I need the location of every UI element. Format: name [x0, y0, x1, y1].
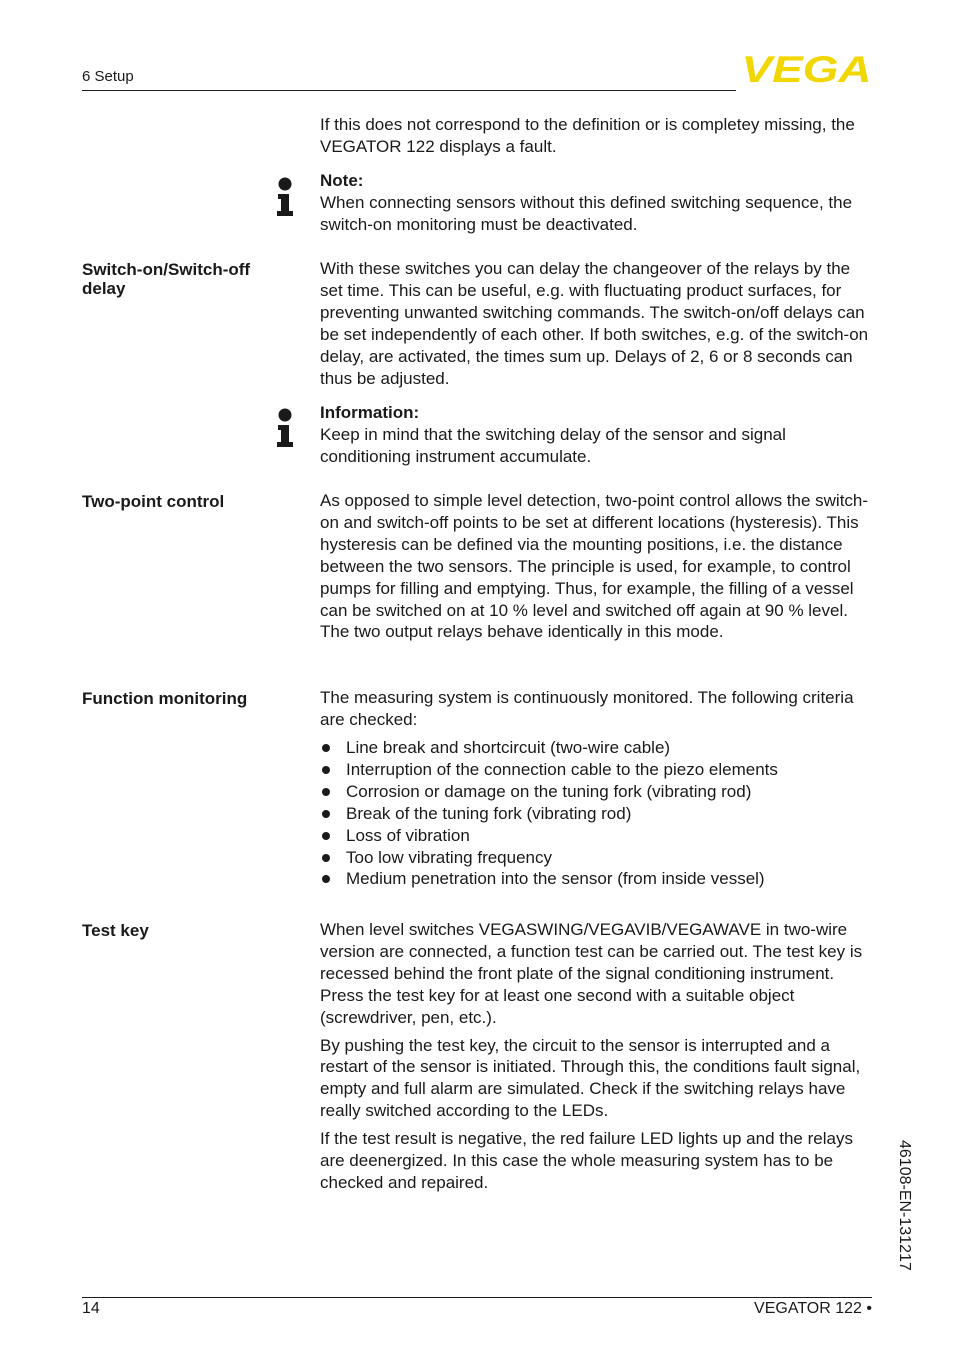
- vega-logo: [741, 52, 872, 84]
- bullet-icon: [322, 832, 330, 840]
- document-id: 46108-EN-131217: [896, 1140, 913, 1271]
- product-name: VEGATOR 122 •: [754, 1300, 872, 1317]
- page-number: 14: [82, 1300, 100, 1317]
- information-text: Keep in mind that the switching delay of the sensor and signal conditioning instrument accumulate.: [320, 424, 786, 466]
- function-monitoring-heading: Function monitoring: [82, 689, 248, 708]
- test-key-heading: Test key: [82, 921, 149, 940]
- note-text: When connecting sensors without this defined switching sequence, the switch-on monitoring must be deactivated.: [320, 192, 853, 234]
- two-point-text: As opposed to simple level detection, two-point control allows the switch-on and switch-off points to be set at different locations (hysteresis). This hysteresis can be defined via the mounting positions, i.e. the distance between the two sensors. The principle is used, for example, to control pumps for filling and emptying. Thus, for example, the filling of a vessel can be switched on at 10 % level and switched off again at 90 % level. The two output relays behave identically in this mode.: [320, 491, 869, 642]
- criteria-list: [320, 737, 876, 890]
- list-item: Loss of vibration: [320, 825, 876, 847]
- info-icon: [275, 408, 295, 452]
- note-block: [320, 170, 876, 236]
- list-item: Medium penetration into the sensor (from inside vessel): [320, 868, 876, 890]
- information-title: Information:: [320, 403, 420, 422]
- intro-paragraph: If this does not correspond to the definition or is completey missing, the VEGATOR 122 displays a fault.: [320, 115, 855, 156]
- bullet-icon: [322, 788, 330, 796]
- logo-text: VEGA: [741, 52, 872, 84]
- list-item: Line break and shortcircuit (two-wire cable): [320, 737, 876, 759]
- test-key-paragraph-3: If the test result is negative, the red failure LED lights up and the relays are deenergized. In this case the whole measuring system has to be checked and repaired.: [320, 1129, 853, 1192]
- note-title: Note:: [320, 171, 364, 190]
- bullet-icon: [322, 766, 330, 774]
- bullet-icon: [322, 810, 330, 818]
- test-key-block: [320, 919, 876, 1194]
- list-item: Too low vibrating frequency: [320, 847, 876, 869]
- bullet-icon: [322, 854, 330, 862]
- header-divider: [82, 90, 736, 91]
- bullet-icon: [322, 744, 330, 752]
- test-key-paragraph-1: When level switches VEGASWING/VEGAVIB/VEGAWAVE in two-wire version are connected, a function test can be carried out. The test key is recessed behind the front plate of the signal conditioning instrument. Press the test key for at least one second with a suitable object (screwdriver, pen, etc.).: [320, 920, 863, 1027]
- function-monitoring-text: The measuring system is continuously monitored. The following criteria are checked:: [320, 688, 854, 729]
- section-title: 6 Setup: [82, 68, 134, 85]
- test-key-paragraph-2: By pushing the test key, the circuit to the sensor is interrupted and a restart of the sensor is initiated. Through this, the conditions fault signal, empty and full alarm are simulated. Check if the switching relays have really switched according to the LEDs.: [320, 1035, 861, 1121]
- switch-delay-text: With these switches you can delay the changeover of the relays by the set time. This can be useful, e.g. with fluctuating product surfaces, for preventing unwanted switching commands. The switch-on/off delays can be set independently of each other. If both switches, e.g. of the switch-on delay, are activated, the times sum up. Delays of 2, 6 or 8 seconds can thus be adjusted.: [320, 259, 869, 388]
- list-item: Interruption of the connection cable to the piezo elements: [320, 759, 876, 781]
- list-item: Corrosion or damage on the tuning fork (vibrating rod): [320, 781, 876, 803]
- footer-divider: [82, 1297, 872, 1298]
- switch-delay-heading: Switch-on/Switch-off delay: [82, 260, 251, 298]
- list-item: Break of the tuning fork (vibrating rod): [320, 803, 876, 825]
- information-block: [320, 402, 876, 468]
- info-icon: [275, 177, 295, 221]
- two-point-heading: Two-point control: [82, 492, 225, 511]
- bullet-icon: [322, 875, 330, 883]
